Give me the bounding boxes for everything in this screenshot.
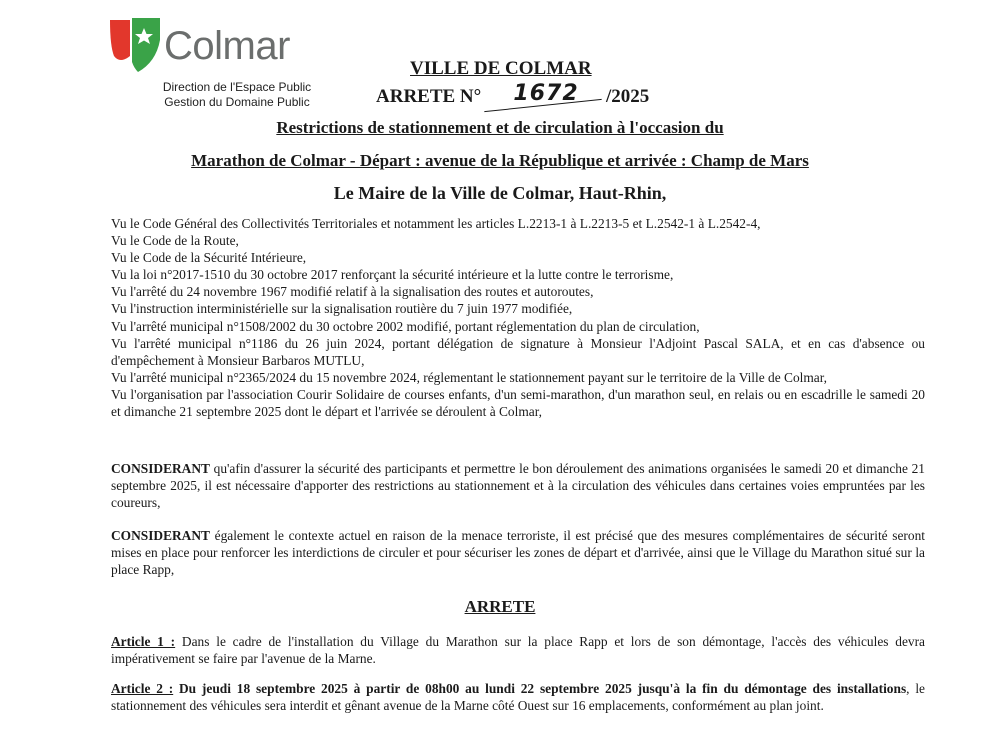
vu-item: Vu la loi n°2017-1510 du 30 octobre 2017 renforçant la sécurité intérieure et la lutte contre le terrorisme,: [111, 267, 674, 283]
vu-item: Vu le Code de la Sécurité Intérieure,: [111, 250, 307, 266]
considerant-2-label: CONSIDERANT: [111, 528, 210, 543]
vu-item: Vu l'arrêté municipal n°1508/2002 du 30 octobre 2002 modifié, portant réglementation du plan de circulation,: [111, 318, 700, 334]
title-line-1: Restrictions de stationnement et de circulation à l'occasion du: [276, 118, 724, 137]
considerant-1: [111, 460, 925, 512]
vu-item: Vu l'organisation par l'association Courir Solidaire de courses enfants, d'un semi-marathon, d'un marathon seul, en relais ou en escadrille le samedi 20 et dimanche 21 septembre 2025 dont le départ et l'arrivée se déroulent à Colmar,: [111, 386, 925, 420]
colmar-shield-icon: [108, 16, 160, 74]
article-2-text: , le stationnement des véhicules sera interdit et gênant avenue de la Marne côté Ouest sur 16 emplacements, conformément au plan joint.: [111, 681, 925, 714]
arrete-number: 1672: [513, 81, 579, 106]
considerant-1-label: CONSIDERANT: [111, 461, 210, 476]
arrete-number-line: [376, 83, 649, 108]
department-line-2: Gestion du Domaine Public: [164, 95, 310, 109]
considerant-1-text: qu'afin d'assurer la sécurité des participants et permettre le bon déroulement des animations organisées le samedi 20 et dimanche 21 septembre 2025, il est nécessaire d'apporter des restrictions au stationnement et à la circulation des véhicules dans certaines voies empruntées par les coureurs,: [111, 461, 925, 511]
article-1-label: Article 1 :: [111, 634, 176, 649]
considerant-2: [111, 527, 925, 579]
considerant-2-text: également le contexte actuel en raison de la menace terroriste, il est précisé que des mesures complémentaires de sécurité seront mises en place pour renforcer les interdictions de circuler et pour sécuriser les zones de départ et d'arrivée, ainsi que le Village du Marathon situé sur la place Rapp,: [111, 528, 925, 578]
vu-item: Vu l'arrêté municipal n°1186 du 26 juin 2024, portant délégation de signature à Monsieur l'Adjoint Pascal SALA, et en cas d'absence ou d'empêchement à Monsieur Barbaros MUTLU,: [111, 335, 925, 368]
vu-item: Vu le Code Général des Collectivités Territoriales et notamment les articles L.2213-1 à L.2213-5 et L.2542-1 à L.2542-4,: [111, 216, 761, 231]
colmar-logo: [108, 14, 323, 74]
city-heading: VILLE DE COLMAR: [410, 58, 592, 79]
arrete-prefix: ARRETE N°: [376, 86, 482, 107]
department-block: [152, 80, 322, 110]
arrete-number-handwritten: [486, 83, 606, 108]
vu-list: [111, 215, 925, 420]
mayor-heading: Le Maire de la Ville de Colmar, Haut-Rhin,: [333, 183, 667, 203]
article-1: [111, 633, 925, 667]
article-1-text: Dans le cadre de l'installation du Village du Marathon sur la place Rapp et lors de son démontage, l'accès des véhicules devra impérativement se faire par l'avenue de la Marne.: [111, 634, 925, 667]
article-2-label: Article 2 :: [111, 681, 174, 696]
vu-item: Vu le Code de la Route,: [111, 233, 239, 249]
arrete-year: /2025: [606, 86, 650, 107]
title-line-2: Marathon de Colmar - Départ : avenue de la République et arrivée : Champ de Mars: [191, 151, 809, 170]
vu-item: Vu l'arrêté du 24 novembre 1967 modifié relatif à la signalisation des routes et autoroutes,: [111, 284, 594, 300]
article-2-bold-text: Du jeudi 18 septembre 2025 à partir de 08h00 au lundi 22 septembre 2025 jusqu'à la fin du démontage des installations: [173, 681, 907, 696]
arrete-heading: ARRETE: [464, 597, 536, 616]
article-2: [111, 680, 925, 714]
vu-item: Vu l'instruction interministérielle sur la signalisation routière du 7 juin 1977 modifiée,: [111, 301, 573, 317]
department-line-1: Direction de l'Espace Public: [162, 80, 312, 94]
vu-item: Vu l'arrêté municipal n°2365/2024 du 15 novembre 2024, réglementant le stationnement payant sur le territoire de la Ville de Colmar,: [111, 369, 827, 385]
logo-wordmark: Colmar: [164, 24, 290, 68]
